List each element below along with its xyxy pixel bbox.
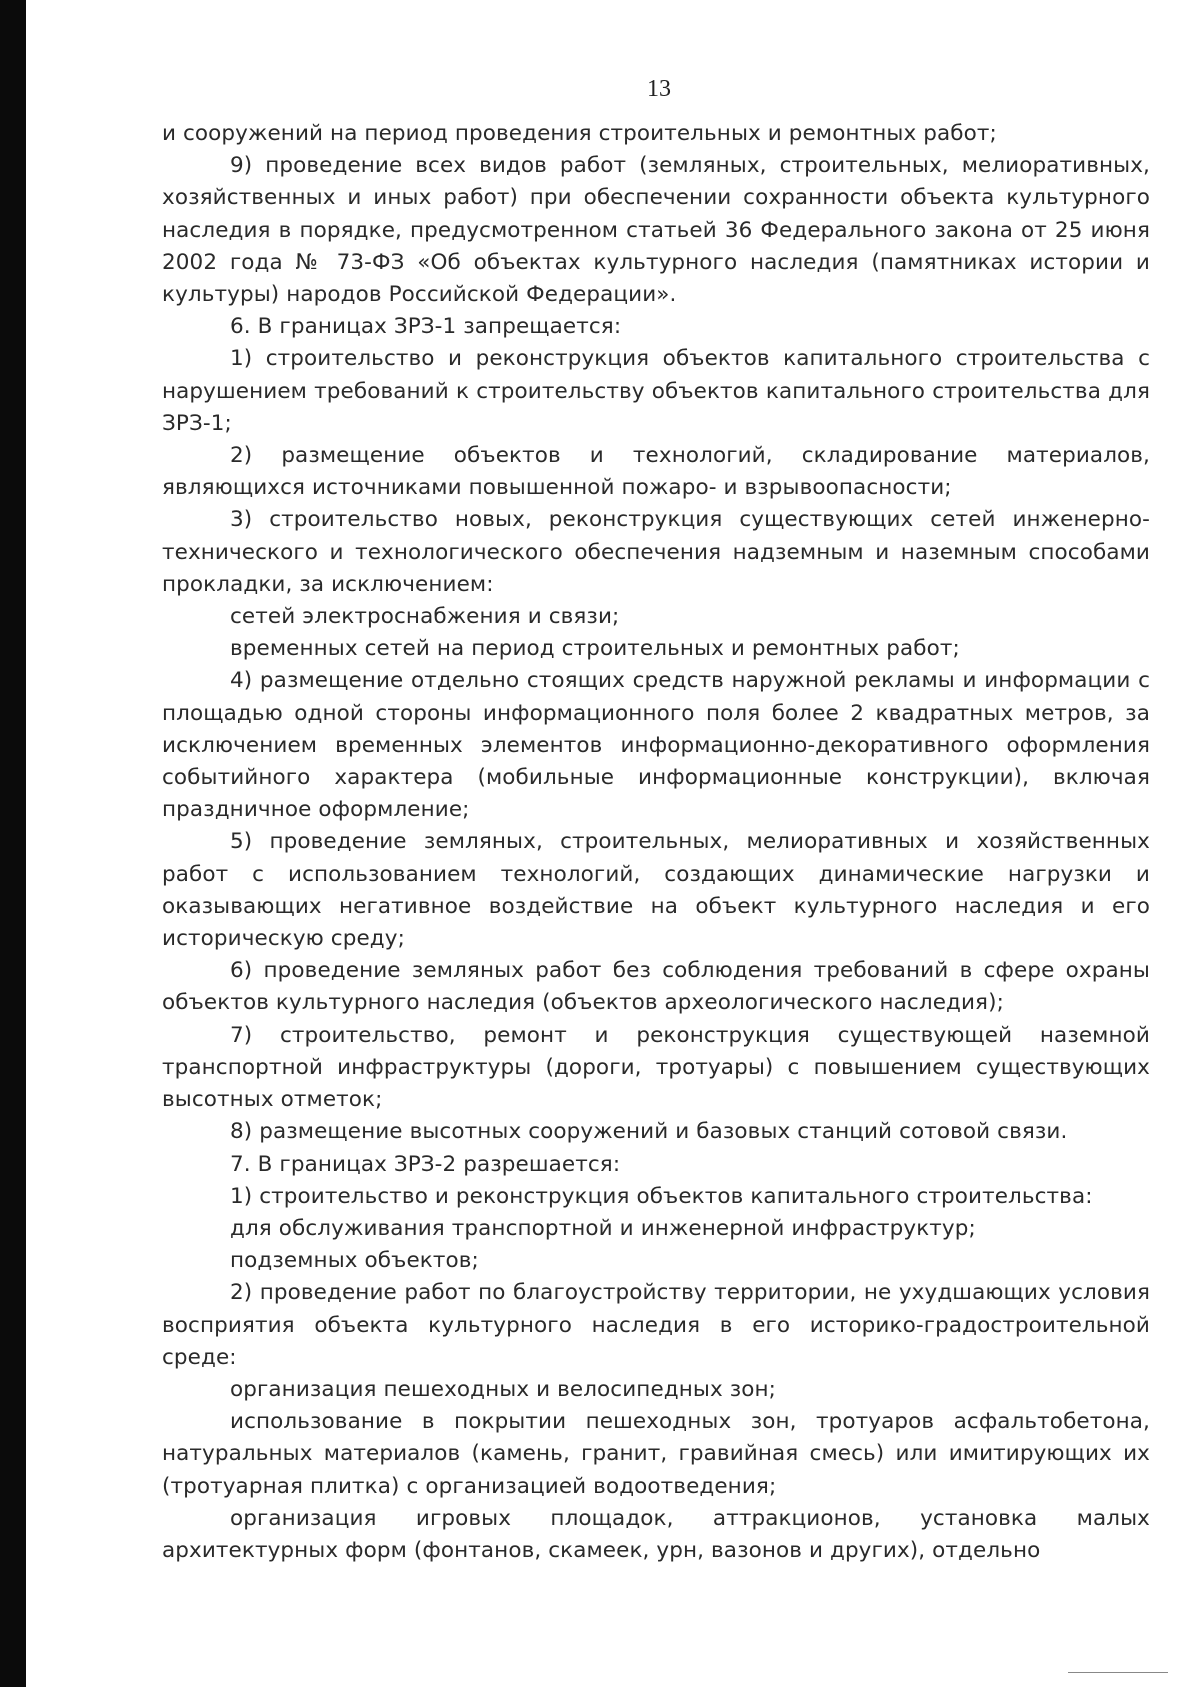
paragraph: использование в покрытии пешеходных зон, тротуаров асфальтобетона, натуральных материалов (камень, гранит, гравийная смесь) или имитирующих их (тротуарная плитка) с организацией водоотведения; [162, 1409, 1150, 1499]
paragraph: 1) строительство и реконструкция объектов капитального строительства с нарушением требований к строительству объектов капитального строительства для ЗРЗ-1; [162, 346, 1150, 436]
paragraph: сетей электроснабжения и связи; [230, 604, 620, 630]
paragraph: 2) проведение работ по благоустройству территории, не ухудшающих условия восприятия объекта культурного наследия в его историко-градостроительной среде: [162, 1280, 1150, 1370]
paragraph: 5) проведение земляных, строительных, мелиоративных и хозяйственных работ с использованием технологий, создающих динамические нагрузки и оказывающих негативное воздействие на объект культурного наследия и его историческую среду; [162, 829, 1150, 952]
paragraph: 1) строительство и реконструкция объектов капитального строительства: [230, 1183, 1093, 1209]
paragraph: 4) размещение отдельно стоящих средств наружной рекламы и информации с площадью одной стороны информационного поля более 2 квадратных метров, за исключением временных элементов информационно-декоративного оформления событийного характера (мобильные информационные конструкции), включая праздничное оформление; [162, 668, 1150, 823]
document-body [162, 118, 1150, 1567]
paragraph: организация пешеходных и велосипедных зон; [230, 1376, 777, 1402]
paragraph: и сооружений на период проведения строительных и ремонтных работ; [162, 121, 997, 146]
paragraph: 6. В границах ЗРЗ-1 запрещается: [230, 314, 622, 340]
paragraph: 7) строительство, ремонт и реконструкция существующей наземной транспортной инфраструктуры (дороги, тротуары) с повышением существующих высотных отметок; [162, 1022, 1150, 1113]
page-number: 13 [647, 76, 671, 102]
paragraph: для обслуживания транспортной и инженерной инфраструктур; [230, 1215, 976, 1241]
paragraph: 6) проведение земляных работ без соблюдения требований в сфере охраны объектов культурного наследия (объектов археологического наследия); [162, 958, 1150, 1016]
paragraph: подземных объектов; [230, 1248, 479, 1274]
paragraph: временных сетей на период строительных и ремонтных работ; [230, 636, 960, 662]
scan-edge [0, 0, 26, 1687]
footer-rule [1068, 1672, 1168, 1673]
paragraph: 3) строительство новых, реконструкция существующих сетей инженерно-технического и технологического обеспечения надземным и наземным способами прокладки, за исключением: [162, 507, 1150, 597]
paragraph: 9) проведение всех видов работ (земляных, строительных, мелиоративных, хозяйственных и иных работ) при обеспечении сохранности объекта культурного наследия в порядке, предусмотренном статьей 36 Федерального закона от 25 июня 2002 года № 73-ФЗ «Об объектах культурного наследия (памятниках истории и культуры) народов Российской Федерации». [162, 153, 1150, 308]
paragraph: организация игровых площадок, аттракционов, установка малых архитектурных форм (фонтанов, скамеек, урн, вазонов и других), отдельно [162, 1505, 1150, 1563]
paragraph: 2) размещение объектов и технологий, складирование материалов, являющихся источниками повышенной пожаро- и взрывоопасности; [162, 443, 1150, 501]
paragraph: 8) размещение высотных сооружений и базовых станций сотовой связи. [230, 1119, 1068, 1145]
paragraph: 7. В границах ЗРЗ-2 разрешается: [230, 1151, 621, 1177]
